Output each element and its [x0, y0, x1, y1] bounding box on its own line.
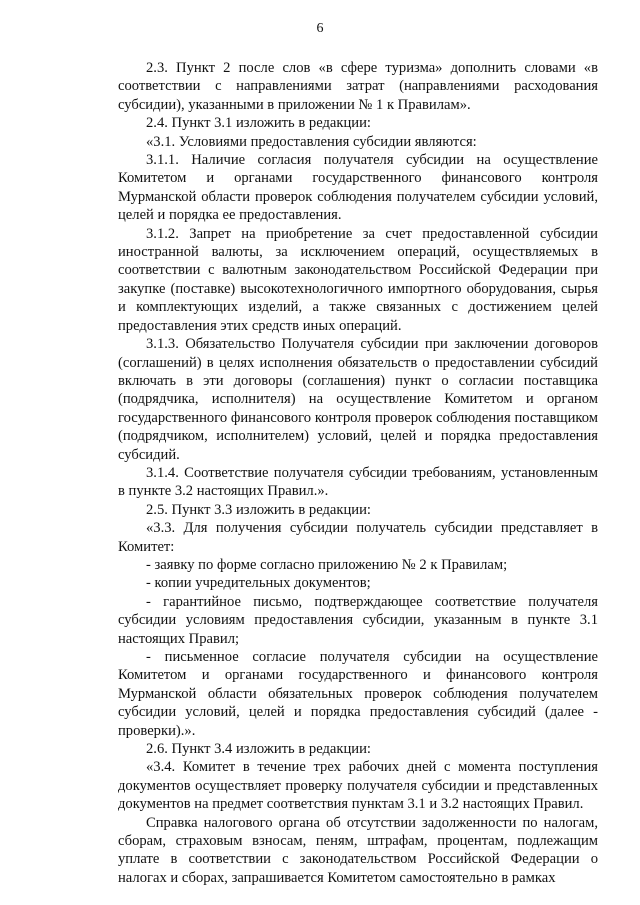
paragraph: - заявку по форме согласно приложению № 2 к Правилам;	[146, 556, 508, 573]
paragraph: 2.4. Пункт 3.1 изложить в редакции:	[146, 115, 371, 132]
paragraph: Справка налогового органа об отсутствии задолженности по налогам, сборам, страховым взносам, пеням, штрафам, процентам, подлежащим уплате в соответствии с законодательством Российской Федерации о налогах и сборах, запрашивается Комитетом самостоятельно в рамках	[118, 814, 598, 886]
paragraph: 2.6. Пункт 3.4 изложить в редакции:	[146, 741, 371, 758]
paragraph: «3.3. Для получения субсидии получатель субсидии представляет в Комитет:	[118, 520, 598, 555]
paragraph: - копии учредительных документов;	[146, 575, 371, 592]
paragraph: 2.5. Пункт 3.3 изложить в редакции:	[146, 501, 371, 518]
document-body	[118, 59, 598, 887]
paragraph: - гарантийное письмо, подтверждающее соответствие получателя субсидии условиям предоставления субсидии, указанным в пункте 3.1 настоящих Правил;	[118, 593, 598, 647]
paragraph: «3.1. Условиями предоставления субсидии являются:	[146, 133, 477, 150]
paragraph: 3.1.1. Наличие согласия получателя субсидии на осуществление Комитетом и органами государственного финансового контроля Мурманской области проверок соблюдения получателем субсидии условий, целей и порядка ее предоставления.	[118, 152, 598, 224]
page-number: 6	[316, 21, 324, 36]
paragraph: 3.1.3. Обязательство Получателя субсидии при заключении договоров (соглашений) в целях исполнения обязательств о предоставлении субсидий включать в эти договоры (соглашения) пункт о согласии поставщика (подрядчика, исполнителя) на осуществление Комитетом и органом государственного финансового контроля проверок соблюдения поставщиком (подрядчиком, исполнителем) условий, целей и порядка предоставления субсидий.	[118, 336, 598, 463]
paragraph: «3.4. Комитет в течение трех рабочих дней с момента поступления документов осуществляет проверку получателя субсидии и представленных документов на предмет соответствия пунктам 3.1 и 3.2 настоящих Правил.	[118, 759, 598, 813]
paragraph: 2.3. Пункт 2 после слов «в сфере туризма» дополнить словами «в соответствии с направлениями затрат (направлениями расходования субсидии), указанными в приложении № 1 к Правилам».	[118, 60, 598, 113]
paragraph: - письменное согласие получателя субсидии на осуществление Комитетом и органами государственного и финансового контроля Мурманской области обязательных проверок соблюдения получателем субсидии условий, целей и порядка предоставления субсидий (далее - проверки).».	[118, 649, 598, 739]
paragraph: 3.1.4. Соответствие получателя субсидии требованиям, установленным в пункте 3.2 настоящих Правил.».	[118, 464, 598, 500]
paragraph: 3.1.2. Запрет на приобретение за счет предоставленной субсидии иностранной валюты, за исключением операций, осуществляемых в соответствии с валютным законодательством Российской Федерации при закупке (поставке) высокотехнологичного импортного оборудования, сырья и комплектующих изделий, а также связанных с достижением целей предоставления этих средств иных операций.	[118, 225, 598, 334]
